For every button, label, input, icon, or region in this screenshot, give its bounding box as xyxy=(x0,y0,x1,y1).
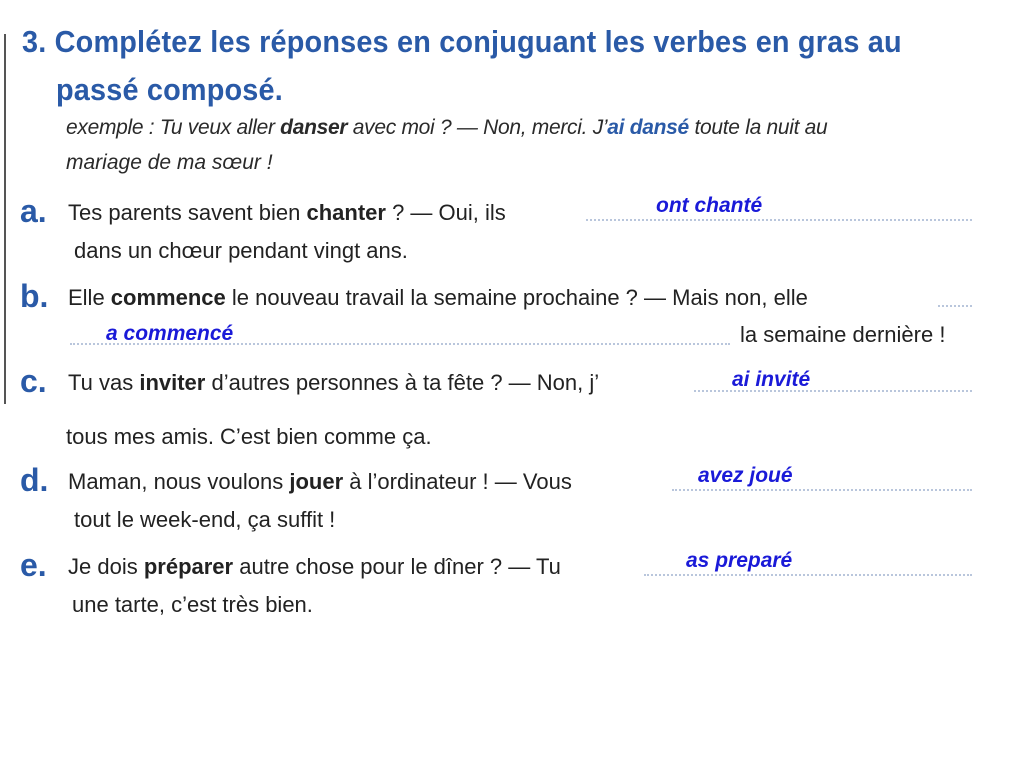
example-line1 xyxy=(66,116,827,140)
example-suffix: toute la nuit au xyxy=(688,116,828,139)
item-letter-b: b. xyxy=(20,278,49,314)
item-a-post: ? — Oui, ils xyxy=(385,200,506,225)
item-a-verb: chanter xyxy=(306,200,386,225)
example-verb: danser xyxy=(280,116,348,139)
item-e-blank[interactable] xyxy=(644,574,972,576)
exercise-title-line2: passé composé. xyxy=(56,72,283,107)
item-letter-c: c. xyxy=(20,363,47,399)
item-b-pre: Elle xyxy=(68,285,111,310)
item-c-line2: tous mes amis. C’est bien comme ça. xyxy=(66,424,432,449)
item-c-answer: ai invité xyxy=(732,368,811,391)
item-a-question xyxy=(68,200,506,226)
item-letter-d: d. xyxy=(20,462,49,498)
item-c-verb: inviter xyxy=(139,370,206,395)
item-d-question xyxy=(68,469,572,495)
item-d-line2: tout le week-end, ça suffit ! xyxy=(74,507,336,532)
item-a-blank[interactable] xyxy=(586,219,972,221)
item-a-pre: Tes parents savent bien xyxy=(68,200,307,225)
item-b-blank-end[interactable] xyxy=(938,305,972,307)
exercise-title-line1 xyxy=(22,24,902,60)
item-a-answer: ont chanté xyxy=(656,194,763,217)
item-a-line2: dans un chœur pendant vingt ans. xyxy=(74,238,408,263)
item-e-verb: préparer xyxy=(143,554,234,579)
item-e-pre: Je dois xyxy=(68,554,144,579)
item-letter-a: a. xyxy=(20,193,47,229)
item-d-verb: jouer xyxy=(289,469,344,494)
item-c-pre: Tu vas xyxy=(68,370,140,395)
item-d-answer: avez joué xyxy=(698,464,793,487)
example-prefix: exemple : Tu veux aller xyxy=(66,116,281,139)
exercise-number: 3. xyxy=(22,24,47,59)
example-line2: mariage de ma sœur ! xyxy=(66,151,273,174)
item-letter-e: e. xyxy=(20,547,47,583)
item-b-question xyxy=(68,285,808,311)
item-e-question xyxy=(68,554,561,580)
item-b-line2: la semaine dernière ! xyxy=(740,322,946,347)
item-d-blank[interactable] xyxy=(672,489,972,491)
item-b-answer: a commencé xyxy=(106,322,234,345)
item-b-verb: commence xyxy=(110,285,226,310)
item-e-line2: une tarte, c’est très bien. xyxy=(72,592,313,617)
item-c-post: d’autres personnes à ta fête ? — Non, j’ xyxy=(205,370,600,395)
left-margin-bar xyxy=(4,34,6,404)
item-e-post: autre chose pour le dîner ? — Tu xyxy=(233,554,561,579)
example-middle: avec moi ? — Non, merci. J’ xyxy=(347,116,608,139)
item-d-pre: Maman, nous voulons xyxy=(68,469,290,494)
item-e-answer: as preparé xyxy=(686,549,793,572)
item-b-post: le nouveau travail la semaine prochaine ? — Mais non, elle xyxy=(225,285,808,310)
item-d-post: à l’ordinateur ! — Vous xyxy=(343,469,572,494)
example-answer: ai dansé xyxy=(607,116,689,139)
exercise-title: Complétez les réponses en conjuguant les verbes en gras au xyxy=(54,24,902,59)
item-c-question xyxy=(68,370,599,396)
